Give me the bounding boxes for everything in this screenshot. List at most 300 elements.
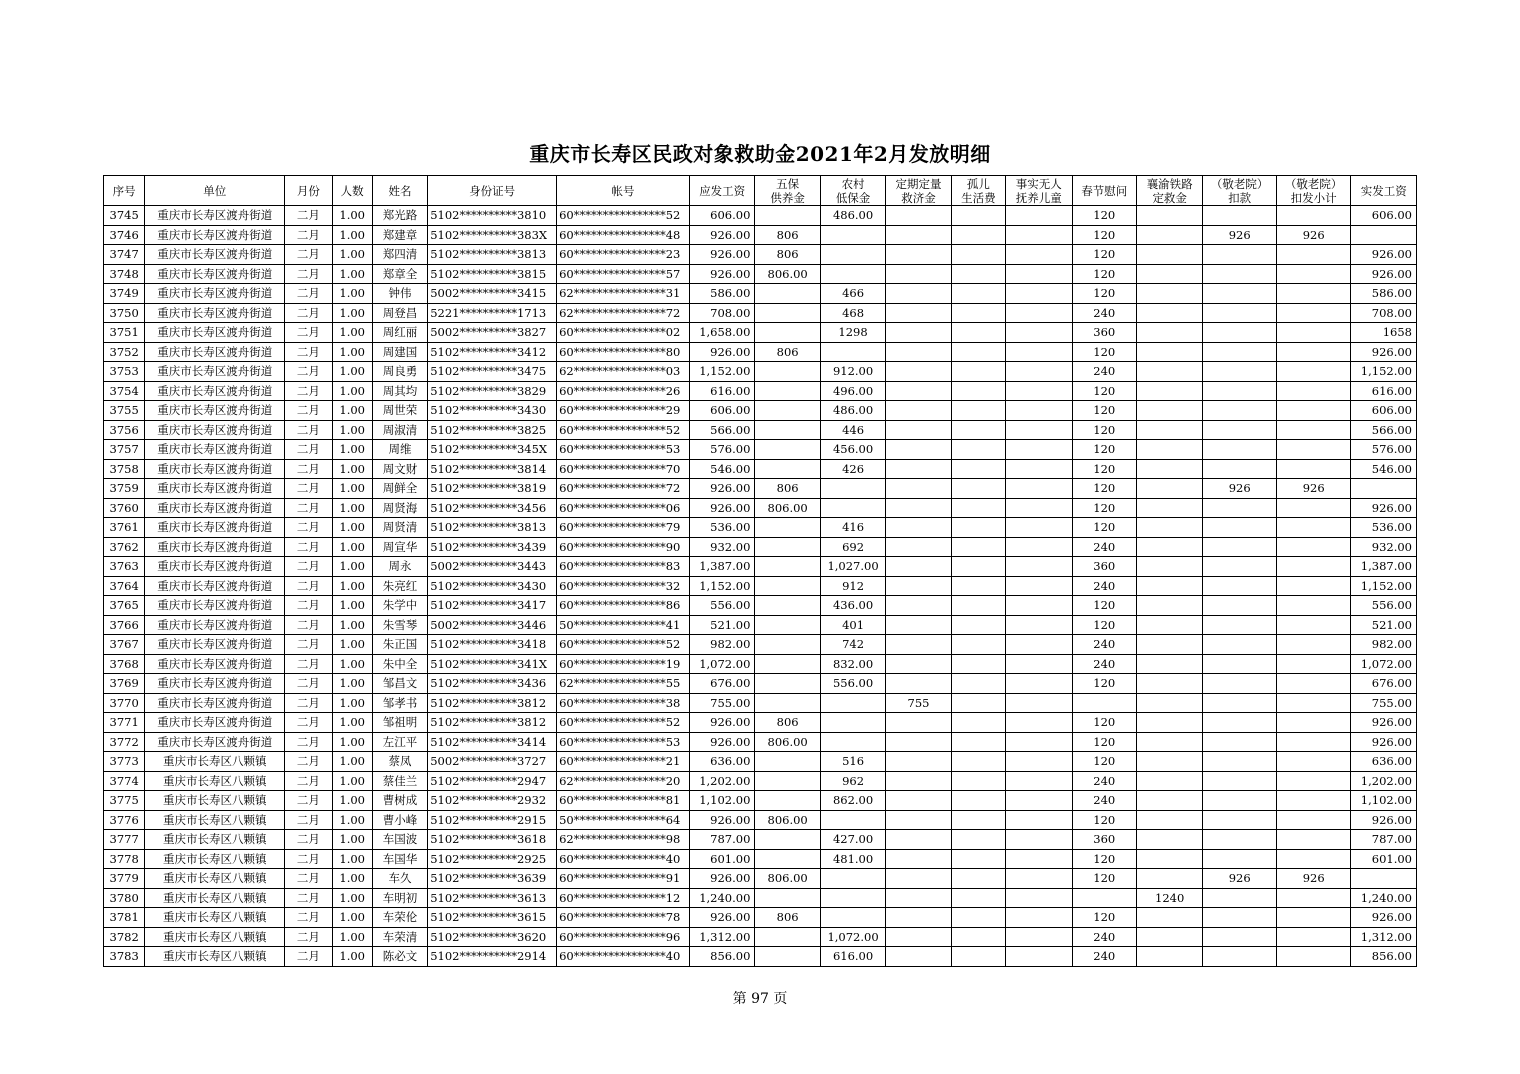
table-cell: 1.00 bbox=[332, 420, 372, 440]
table-cell bbox=[1136, 245, 1202, 265]
column-header: 春节慰问 bbox=[1072, 176, 1136, 206]
table-cell: 60****************38 bbox=[557, 693, 690, 713]
table-cell bbox=[1136, 479, 1202, 499]
table-cell: 周淑清 bbox=[372, 420, 427, 440]
table-cell: 重庆市长寿区渡舟街道 bbox=[145, 498, 285, 518]
table-cell: 586.00 bbox=[689, 284, 754, 304]
table-cell: 120 bbox=[1072, 381, 1136, 401]
table-cell: 120 bbox=[1072, 869, 1136, 889]
table-cell: 240 bbox=[1072, 791, 1136, 811]
table-cell: 120 bbox=[1072, 342, 1136, 362]
table-cell bbox=[1203, 693, 1277, 713]
table-cell bbox=[755, 323, 820, 343]
table-cell bbox=[886, 869, 951, 889]
table-row bbox=[104, 693, 1417, 713]
table-cell bbox=[886, 791, 951, 811]
table-cell: 朱正国 bbox=[372, 635, 427, 655]
table-cell: 二月 bbox=[285, 225, 332, 245]
page-title: 重庆市长寿区民政对象救助金2021年2月发放明细 bbox=[529, 142, 991, 166]
table-cell: 932.00 bbox=[1351, 537, 1417, 557]
table-cell: 982.00 bbox=[1351, 635, 1417, 655]
table-cell: 1,072.00 bbox=[820, 927, 885, 947]
table-cell: 3762 bbox=[104, 537, 145, 557]
table-cell bbox=[951, 537, 1005, 557]
table-cell: 926.00 bbox=[689, 264, 754, 284]
table-cell: 曹树成 bbox=[372, 791, 427, 811]
table-row bbox=[104, 888, 1417, 908]
table-cell: 1,102.00 bbox=[689, 791, 754, 811]
table-cell bbox=[1136, 693, 1202, 713]
table-cell: 466 bbox=[820, 284, 885, 304]
table-cell: 二月 bbox=[285, 264, 332, 284]
table-cell: 重庆市长寿区渡舟街道 bbox=[145, 576, 285, 596]
table-cell: 3754 bbox=[104, 381, 145, 401]
table-cell: 3772 bbox=[104, 732, 145, 752]
table-cell: 416 bbox=[820, 518, 885, 538]
table-cell: 周贤清 bbox=[372, 518, 427, 538]
table-cell bbox=[755, 362, 820, 382]
table-cell bbox=[1203, 752, 1277, 772]
table-cell bbox=[755, 576, 820, 596]
table-cell: 3773 bbox=[104, 752, 145, 772]
table-cell bbox=[1136, 791, 1202, 811]
table-cell: 郑章全 bbox=[372, 264, 427, 284]
table-cell bbox=[886, 849, 951, 869]
table-cell bbox=[1006, 888, 1072, 908]
table-cell: 516 bbox=[820, 752, 885, 772]
table-cell bbox=[951, 420, 1005, 440]
table-cell: 车荣清 bbox=[372, 927, 427, 947]
table-cell: 3758 bbox=[104, 459, 145, 479]
table-cell bbox=[1006, 771, 1072, 791]
table-cell: 60****************40 bbox=[557, 849, 690, 869]
table-cell: 755.00 bbox=[689, 693, 754, 713]
table-cell bbox=[1276, 810, 1351, 830]
table-cell: 60****************06 bbox=[557, 498, 690, 518]
table-cell: 1.00 bbox=[332, 830, 372, 850]
table-cell bbox=[1203, 888, 1277, 908]
table-cell: 1.00 bbox=[332, 908, 372, 928]
table-cell bbox=[1276, 342, 1351, 362]
table-row bbox=[104, 459, 1417, 479]
table-cell bbox=[1203, 771, 1277, 791]
table-cell: 60****************72 bbox=[557, 479, 690, 499]
table-cell bbox=[951, 927, 1005, 947]
table-cell: 重庆市长寿区八颗镇 bbox=[145, 791, 285, 811]
table-cell: 二月 bbox=[285, 908, 332, 928]
table-cell: 856.00 bbox=[689, 947, 754, 967]
table-cell bbox=[820, 245, 885, 265]
table-cell: 862.00 bbox=[820, 791, 885, 811]
table-cell: 1.00 bbox=[332, 615, 372, 635]
table-cell: 3777 bbox=[104, 830, 145, 850]
table-cell bbox=[886, 303, 951, 323]
table-cell: 926.00 bbox=[1351, 713, 1417, 733]
table-cell bbox=[1136, 635, 1202, 655]
table-row bbox=[104, 323, 1417, 343]
table-cell: 1.00 bbox=[332, 771, 372, 791]
table-cell: 926.00 bbox=[689, 869, 754, 889]
table-cell: 重庆市长寿区八颗镇 bbox=[145, 849, 285, 869]
table-cell bbox=[1006, 927, 1072, 947]
table-cell: 3771 bbox=[104, 713, 145, 733]
table-cell bbox=[1006, 849, 1072, 869]
table-cell: 1.00 bbox=[332, 752, 372, 772]
table-cell bbox=[1006, 537, 1072, 557]
table-cell bbox=[951, 947, 1005, 967]
table-cell: 926.00 bbox=[689, 225, 754, 245]
table-cell bbox=[755, 440, 820, 460]
table-cell bbox=[1276, 381, 1351, 401]
table-cell: 120 bbox=[1072, 264, 1136, 284]
table-cell bbox=[1276, 303, 1351, 323]
table-cell bbox=[1006, 518, 1072, 538]
table-cell bbox=[1276, 752, 1351, 772]
table-cell: 1.00 bbox=[332, 693, 372, 713]
table-cell: 240 bbox=[1072, 947, 1136, 967]
table-cell bbox=[951, 654, 1005, 674]
table-cell: 1.00 bbox=[332, 947, 372, 967]
table-cell: 616.00 bbox=[689, 381, 754, 401]
table-cell bbox=[1136, 537, 1202, 557]
table-cell: 5002**********3827 bbox=[428, 323, 557, 343]
table-cell: 二月 bbox=[285, 362, 332, 382]
table-cell: 5102**********3813 bbox=[428, 518, 557, 538]
table-cell bbox=[886, 576, 951, 596]
table-cell: 1,658.00 bbox=[689, 323, 754, 343]
table-cell: 60****************91 bbox=[557, 869, 690, 889]
table-cell bbox=[1276, 245, 1351, 265]
table-cell bbox=[951, 615, 1005, 635]
table-cell bbox=[1006, 498, 1072, 518]
column-header: 人数 bbox=[332, 176, 372, 206]
table-cell: 5102**********345X bbox=[428, 440, 557, 460]
table-cell: 806 bbox=[755, 713, 820, 733]
table-cell: 5102**********3475 bbox=[428, 362, 557, 382]
table-cell bbox=[820, 479, 885, 499]
table-cell: 1.00 bbox=[332, 498, 372, 518]
table-cell bbox=[951, 791, 1005, 811]
table-cell: 蔡佳兰 bbox=[372, 771, 427, 791]
table-row bbox=[104, 401, 1417, 421]
table-cell bbox=[1006, 245, 1072, 265]
table-cell bbox=[951, 498, 1005, 518]
table-cell: 5102**********3815 bbox=[428, 264, 557, 284]
table-cell: 5002**********3446 bbox=[428, 615, 557, 635]
table-cell: 重庆市长寿区八颗镇 bbox=[145, 771, 285, 791]
table-cell bbox=[820, 810, 885, 830]
table-cell: 806.00 bbox=[755, 810, 820, 830]
table-cell: 468 bbox=[820, 303, 885, 323]
column-header: 五保 供养金 bbox=[755, 176, 820, 206]
table-cell bbox=[755, 674, 820, 694]
table-row bbox=[104, 284, 1417, 304]
table-cell: 1.00 bbox=[332, 479, 372, 499]
table-cell bbox=[1136, 732, 1202, 752]
table-cell bbox=[951, 693, 1005, 713]
table-row bbox=[104, 225, 1417, 245]
table-cell: 1.00 bbox=[332, 518, 372, 538]
table-cell bbox=[1276, 420, 1351, 440]
table-cell: 566.00 bbox=[1351, 420, 1417, 440]
table-cell: 重庆市长寿区渡舟街道 bbox=[145, 303, 285, 323]
table-cell bbox=[755, 888, 820, 908]
table-cell: 606.00 bbox=[689, 206, 754, 226]
table-cell: 二月 bbox=[285, 459, 332, 479]
table-cell: 556.00 bbox=[689, 596, 754, 616]
table-cell bbox=[1203, 284, 1277, 304]
table-cell: 3766 bbox=[104, 615, 145, 635]
table-cell: 3751 bbox=[104, 323, 145, 343]
table-cell: 5102**********3456 bbox=[428, 498, 557, 518]
table-cell: 3760 bbox=[104, 498, 145, 518]
table-cell: 1240 bbox=[1136, 888, 1202, 908]
table-cell bbox=[755, 791, 820, 811]
table-cell: 3769 bbox=[104, 674, 145, 694]
table-cell: 708.00 bbox=[689, 303, 754, 323]
table-cell bbox=[1203, 381, 1277, 401]
table-cell: 1,312.00 bbox=[689, 927, 754, 947]
table-cell: 120 bbox=[1072, 225, 1136, 245]
table-cell bbox=[951, 888, 1005, 908]
table-cell: 636.00 bbox=[1351, 752, 1417, 772]
table-row bbox=[104, 264, 1417, 284]
table-cell: 60****************83 bbox=[557, 557, 690, 577]
table-cell bbox=[1203, 518, 1277, 538]
table-cell: 521.00 bbox=[689, 615, 754, 635]
column-header: 事实无人 抚养儿童 bbox=[1006, 176, 1072, 206]
table-cell: 1,202.00 bbox=[689, 771, 754, 791]
table-cell: 616.00 bbox=[820, 947, 885, 967]
table-cell: 240 bbox=[1072, 635, 1136, 655]
table-cell bbox=[1006, 654, 1072, 674]
table-cell: 60****************78 bbox=[557, 908, 690, 928]
table-cell: 1,072.00 bbox=[1351, 654, 1417, 674]
table-cell bbox=[755, 654, 820, 674]
table-cell: 周登昌 bbox=[372, 303, 427, 323]
table-cell: 重庆市长寿区渡舟街道 bbox=[145, 732, 285, 752]
table-cell: 二月 bbox=[285, 420, 332, 440]
table-cell: 926 bbox=[1203, 869, 1277, 889]
table-cell: 二月 bbox=[285, 693, 332, 713]
table-cell bbox=[755, 752, 820, 772]
table-cell: 3780 bbox=[104, 888, 145, 908]
table-cell: 60****************81 bbox=[557, 791, 690, 811]
table-cell bbox=[1203, 323, 1277, 343]
table-cell bbox=[951, 908, 1005, 928]
table-cell: 周世荣 bbox=[372, 401, 427, 421]
table-cell bbox=[1136, 615, 1202, 635]
table-cell: 二月 bbox=[285, 576, 332, 596]
table-cell: 1,312.00 bbox=[1351, 927, 1417, 947]
table-row bbox=[104, 674, 1417, 694]
table-row bbox=[104, 927, 1417, 947]
table-cell: 周红丽 bbox=[372, 323, 427, 343]
table-cell bbox=[1136, 771, 1202, 791]
table-cell bbox=[1203, 615, 1277, 635]
table-cell bbox=[1136, 303, 1202, 323]
table-cell: 重庆市长寿区渡舟街道 bbox=[145, 284, 285, 304]
table-cell: 5102**********341X bbox=[428, 654, 557, 674]
table-cell: 926.00 bbox=[689, 479, 754, 499]
table-cell: 636.00 bbox=[689, 752, 754, 772]
table-cell: 二月 bbox=[285, 245, 332, 265]
relief-table bbox=[103, 175, 1417, 967]
table-cell: 3775 bbox=[104, 791, 145, 811]
table-cell bbox=[951, 303, 1005, 323]
table-cell bbox=[1203, 362, 1277, 382]
table-cell: 周其均 bbox=[372, 381, 427, 401]
table-cell: 重庆市长寿区渡舟街道 bbox=[145, 635, 285, 655]
column-header: 单位 bbox=[145, 176, 285, 206]
table-cell: 806.00 bbox=[755, 732, 820, 752]
table-cell: 1298 bbox=[820, 323, 885, 343]
table-cell: 二月 bbox=[285, 284, 332, 304]
table-cell: 676.00 bbox=[1351, 674, 1417, 694]
table-cell bbox=[820, 869, 885, 889]
table-cell: 3763 bbox=[104, 557, 145, 577]
table-row bbox=[104, 206, 1417, 226]
table-cell: 601.00 bbox=[1351, 849, 1417, 869]
table-cell: 郑建章 bbox=[372, 225, 427, 245]
table-cell: 120 bbox=[1072, 284, 1136, 304]
table-cell: 重庆市长寿区渡舟街道 bbox=[145, 362, 285, 382]
table-cell: 60****************96 bbox=[557, 927, 690, 947]
column-header: 姓名 bbox=[372, 176, 427, 206]
table-cell: 重庆市长寿区渡舟街道 bbox=[145, 381, 285, 401]
table-cell: 5102**********3813 bbox=[428, 245, 557, 265]
table-cell bbox=[1203, 849, 1277, 869]
table-cell: 806 bbox=[755, 908, 820, 928]
table-cell: 60****************53 bbox=[557, 732, 690, 752]
table-cell bbox=[755, 420, 820, 440]
table-cell: 120 bbox=[1072, 596, 1136, 616]
table-cell bbox=[1351, 869, 1417, 889]
table-cell: 3756 bbox=[104, 420, 145, 440]
table-cell bbox=[1276, 401, 1351, 421]
table-cell: 120 bbox=[1072, 420, 1136, 440]
table-cell bbox=[1006, 362, 1072, 382]
table-cell: 601.00 bbox=[689, 849, 754, 869]
table-cell: 1.00 bbox=[332, 323, 372, 343]
table-cell: 1.00 bbox=[332, 927, 372, 947]
table-cell bbox=[886, 654, 951, 674]
table-cell bbox=[755, 284, 820, 304]
table-cell bbox=[886, 635, 951, 655]
table-cell: 重庆市长寿区渡舟街道 bbox=[145, 557, 285, 577]
table-cell: 60****************52 bbox=[557, 713, 690, 733]
table-cell bbox=[951, 849, 1005, 869]
table-cell bbox=[1006, 401, 1072, 421]
table-cell: 二月 bbox=[285, 713, 332, 733]
table-cell bbox=[886, 596, 951, 616]
table-cell: 806.00 bbox=[755, 498, 820, 518]
table-cell: 926.00 bbox=[1351, 908, 1417, 928]
table-cell bbox=[886, 459, 951, 479]
table-cell: 1,387.00 bbox=[689, 557, 754, 577]
table-cell: 1.00 bbox=[332, 576, 372, 596]
table-cell bbox=[951, 732, 1005, 752]
table-cell: 755.00 bbox=[1351, 693, 1417, 713]
table-cell bbox=[886, 947, 951, 967]
table-cell: 60****************70 bbox=[557, 459, 690, 479]
table-cell: 钟伟 bbox=[372, 284, 427, 304]
table-cell: 120 bbox=[1072, 498, 1136, 518]
table-cell bbox=[1006, 635, 1072, 655]
table-cell bbox=[951, 206, 1005, 226]
table-cell: 1,240.00 bbox=[1351, 888, 1417, 908]
table-cell: 二月 bbox=[285, 635, 332, 655]
table-cell bbox=[1203, 810, 1277, 830]
column-header: 定期定量 救济金 bbox=[886, 176, 951, 206]
table-cell bbox=[1136, 518, 1202, 538]
table-cell: 60****************52 bbox=[557, 206, 690, 226]
table-cell: 重庆市长寿区渡舟街道 bbox=[145, 459, 285, 479]
table-cell bbox=[951, 401, 1005, 421]
table-cell: 1.00 bbox=[332, 849, 372, 869]
table-cell: 576.00 bbox=[1351, 440, 1417, 460]
table-cell bbox=[1006, 732, 1072, 752]
table-cell: 车荣伦 bbox=[372, 908, 427, 928]
table-cell: 62****************55 bbox=[557, 674, 690, 694]
table-cell: 二月 bbox=[285, 303, 332, 323]
table-cell: 742 bbox=[820, 635, 885, 655]
table-cell: 重庆市长寿区渡舟街道 bbox=[145, 264, 285, 284]
table-cell: 926.00 bbox=[1351, 264, 1417, 284]
table-cell: 1.00 bbox=[332, 264, 372, 284]
table-cell: 120 bbox=[1072, 732, 1136, 752]
table-cell: 926 bbox=[1203, 225, 1277, 245]
table-row bbox=[104, 596, 1417, 616]
table-cell: 787.00 bbox=[689, 830, 754, 850]
table-cell bbox=[886, 440, 951, 460]
table-cell: 120 bbox=[1072, 440, 1136, 460]
table-cell bbox=[755, 596, 820, 616]
table-cell: 重庆市长寿区渡舟街道 bbox=[145, 323, 285, 343]
column-header: （敬老院） 扣款 bbox=[1203, 176, 1277, 206]
table-cell bbox=[886, 830, 951, 850]
table-cell bbox=[1136, 908, 1202, 928]
table-cell: 692 bbox=[820, 537, 885, 557]
table-cell: 60****************21 bbox=[557, 752, 690, 772]
table-cell: 3745 bbox=[104, 206, 145, 226]
table-cell: 二月 bbox=[285, 927, 332, 947]
table-cell bbox=[820, 888, 885, 908]
table-cell: 556.00 bbox=[1351, 596, 1417, 616]
table-cell: 5002**********3443 bbox=[428, 557, 557, 577]
table-cell bbox=[1351, 225, 1417, 245]
table-cell: 496.00 bbox=[820, 381, 885, 401]
table-cell bbox=[1136, 849, 1202, 869]
table-cell: 5102**********2947 bbox=[428, 771, 557, 791]
table-cell: 1,152.00 bbox=[1351, 576, 1417, 596]
table-cell: 926.00 bbox=[689, 732, 754, 752]
table-cell: 926.00 bbox=[1351, 498, 1417, 518]
table-cell bbox=[951, 830, 1005, 850]
table-cell bbox=[951, 440, 1005, 460]
table-cell bbox=[1276, 693, 1351, 713]
table-cell: 60****************79 bbox=[557, 518, 690, 538]
table-cell bbox=[951, 557, 1005, 577]
table-cell bbox=[951, 342, 1005, 362]
table-cell: 676.00 bbox=[689, 674, 754, 694]
table-cell: 120 bbox=[1072, 479, 1136, 499]
table-cell: 1.00 bbox=[332, 342, 372, 362]
table-cell bbox=[951, 810, 1005, 830]
table-cell: 856.00 bbox=[1351, 947, 1417, 967]
table-cell: 1,152.00 bbox=[689, 362, 754, 382]
table-cell bbox=[1203, 908, 1277, 928]
